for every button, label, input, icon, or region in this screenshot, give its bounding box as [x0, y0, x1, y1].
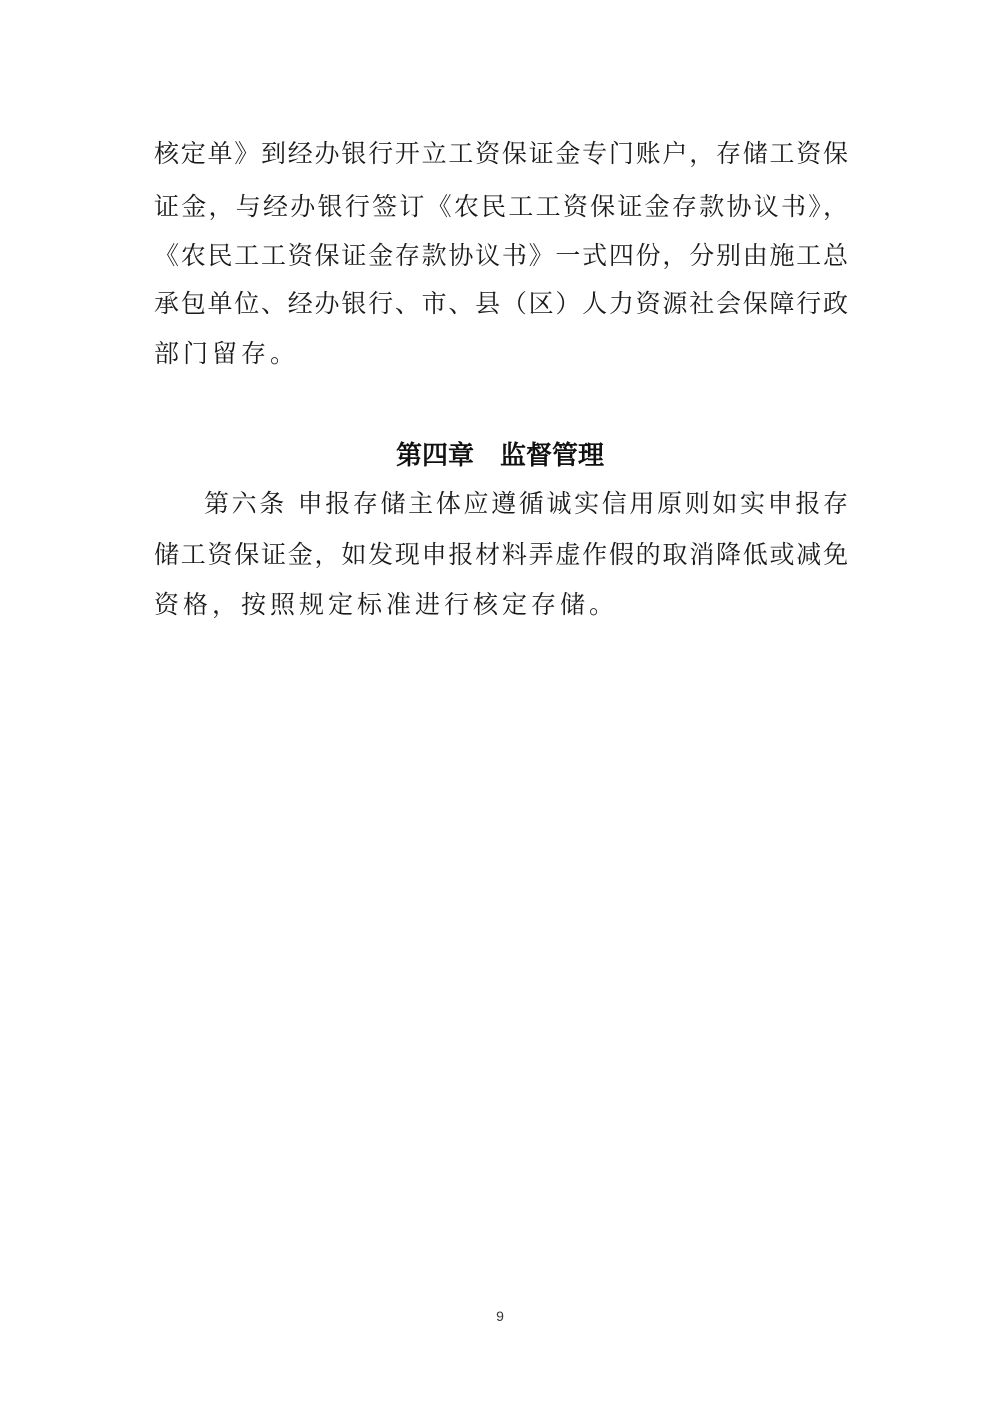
paragraph-line: 《农民工工资保证金存款协议书》一式四份，分别由施工总: [154, 241, 848, 270]
page-number: 9: [496, 1308, 504, 1324]
chapter-heading: 第四章 监督管理: [395, 441, 604, 471]
paragraph-line: 第六条 申报存储主体应遵循诚实信用原则如实申报存: [204, 489, 848, 518]
paragraph-line: 资格，按照规定标准进行核定存储。: [154, 590, 619, 619]
paragraph-line: 承包单位、经办银行、市、县（区）人力资源社会保障行政: [154, 289, 848, 318]
paragraph-line: 核定单》到经办银行开立工资保证金专门账户，存储工资保: [154, 139, 848, 168]
paragraph-line: 储工资保证金，如发现申报材料弄虚作假的取消降低或减免: [154, 540, 848, 569]
paragraph-line: 部门留存。: [154, 339, 300, 368]
paragraph-line: 证金，与经办银行签订《农民工工资保证金存款协议书》，: [154, 192, 848, 221]
